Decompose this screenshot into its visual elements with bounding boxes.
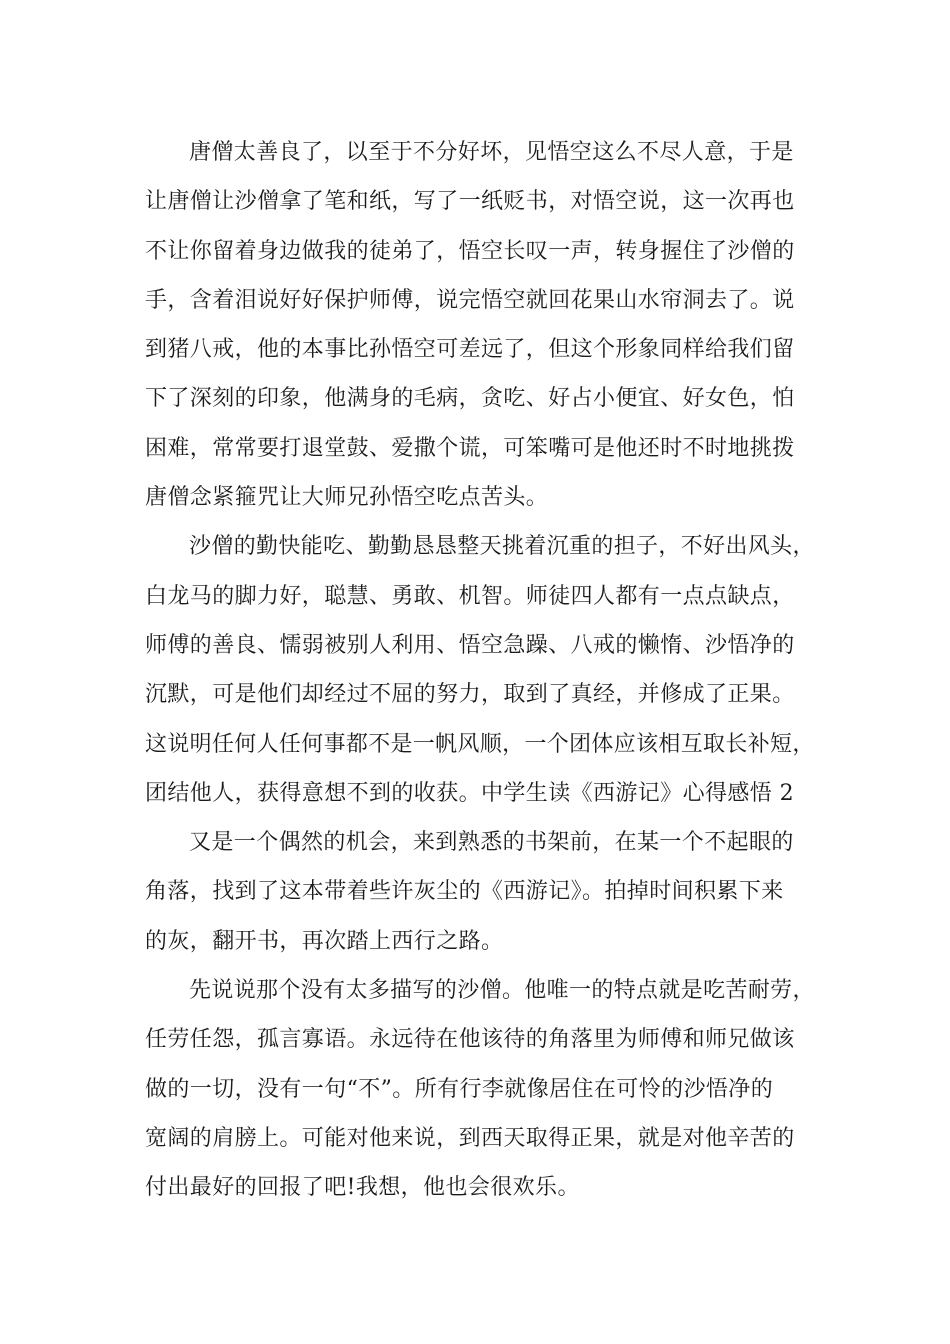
text-line: 先说说那个没有太多描写的沙僧。他唯一的特点就是吃苦耐劳， bbox=[189, 978, 815, 1004]
paragraph-4 bbox=[145, 966, 815, 1212]
text-line: 沙僧的勤快能吃、勤勤恳恳整天挑着沉重的担子，不好出风头， bbox=[189, 534, 815, 560]
text-line: 到猪八戒，他的本事比孙悟空可差远了，但这个形象同样给我们留 bbox=[145, 337, 795, 363]
text-line: 唐僧念紧箍咒让大师兄孙悟空吃点苦头。 bbox=[145, 485, 549, 511]
paragraph-3 bbox=[145, 818, 815, 966]
text-line: 让唐僧让沙僧拿了笔和纸，写了一纸贬书，对悟空说，这一次再也 bbox=[145, 189, 795, 215]
text-line: 下了深刻的印象，他满身的毛病，贪吃、好占小便宜、好女色，怕 bbox=[145, 386, 795, 412]
text-line: 任劳任怨，孤言寡语。永远待在他该待的角落里为师傅和师兄做该 bbox=[145, 1027, 795, 1053]
text-line: 角落，找到了这本带着些许灰尘的《西游记》。拍掉时间积累下来 bbox=[145, 879, 784, 905]
text-line: 白龙马的脚力好，聪慧、勇敢、机智。师徒四人都有一点点缺点， bbox=[145, 583, 795, 609]
paragraph-1 bbox=[145, 128, 815, 522]
document-body bbox=[145, 128, 815, 1213]
text-line: 唐僧太善良了，以至于不分好坏，见悟空这么不尽人意，于是 bbox=[189, 140, 794, 165]
text-line: 的灰，翻开书，再次踏上西行之路。 bbox=[145, 928, 504, 954]
text-line: 师傅的善良、懦弱被别人利用、悟空急躁、八戒的懒惰、沙悟净的 bbox=[145, 632, 795, 658]
text-line: 不让你留着身边做我的徒弟了，悟空长叹一声，转身握住了沙僧的 bbox=[145, 238, 795, 264]
text-line: 沉默，可是他们却经过不屈的努力，取到了真经，并修成了正果。 bbox=[145, 682, 795, 708]
text-line: 手，含着泪说好好保护师傅，说完悟空就回花果山水帘洞去了。说 bbox=[145, 287, 795, 313]
text-line: 做的一切，没有一句“不”。所有行李就像居住在可怜的沙悟净的 bbox=[145, 1076, 774, 1102]
text-line: 这说明任何人任何事都不是一帆风顺，一个团体应该相互取长补短， bbox=[145, 731, 815, 757]
text-line: 团结他人，获得意想不到的收获。中学生读《西游记》心得感悟 2 bbox=[145, 780, 794, 806]
text-line: 付出最好的回报了吧!我想，他也会很欢乐。 bbox=[145, 1175, 580, 1201]
text-line: 困难，常常要打退堂鼓、爱撒个谎，可笨嘴可是他还时不时地挑拨 bbox=[145, 435, 795, 461]
text-line: 宽阔的肩膀上。可能对他来说，到西天取得正果，就是对他辛苦的 bbox=[145, 1125, 795, 1151]
paragraph-2 bbox=[145, 522, 815, 818]
text-line: 又是一个偶然的机会，来到熟悉的书架前，在某一个不起眼的 bbox=[189, 830, 794, 856]
